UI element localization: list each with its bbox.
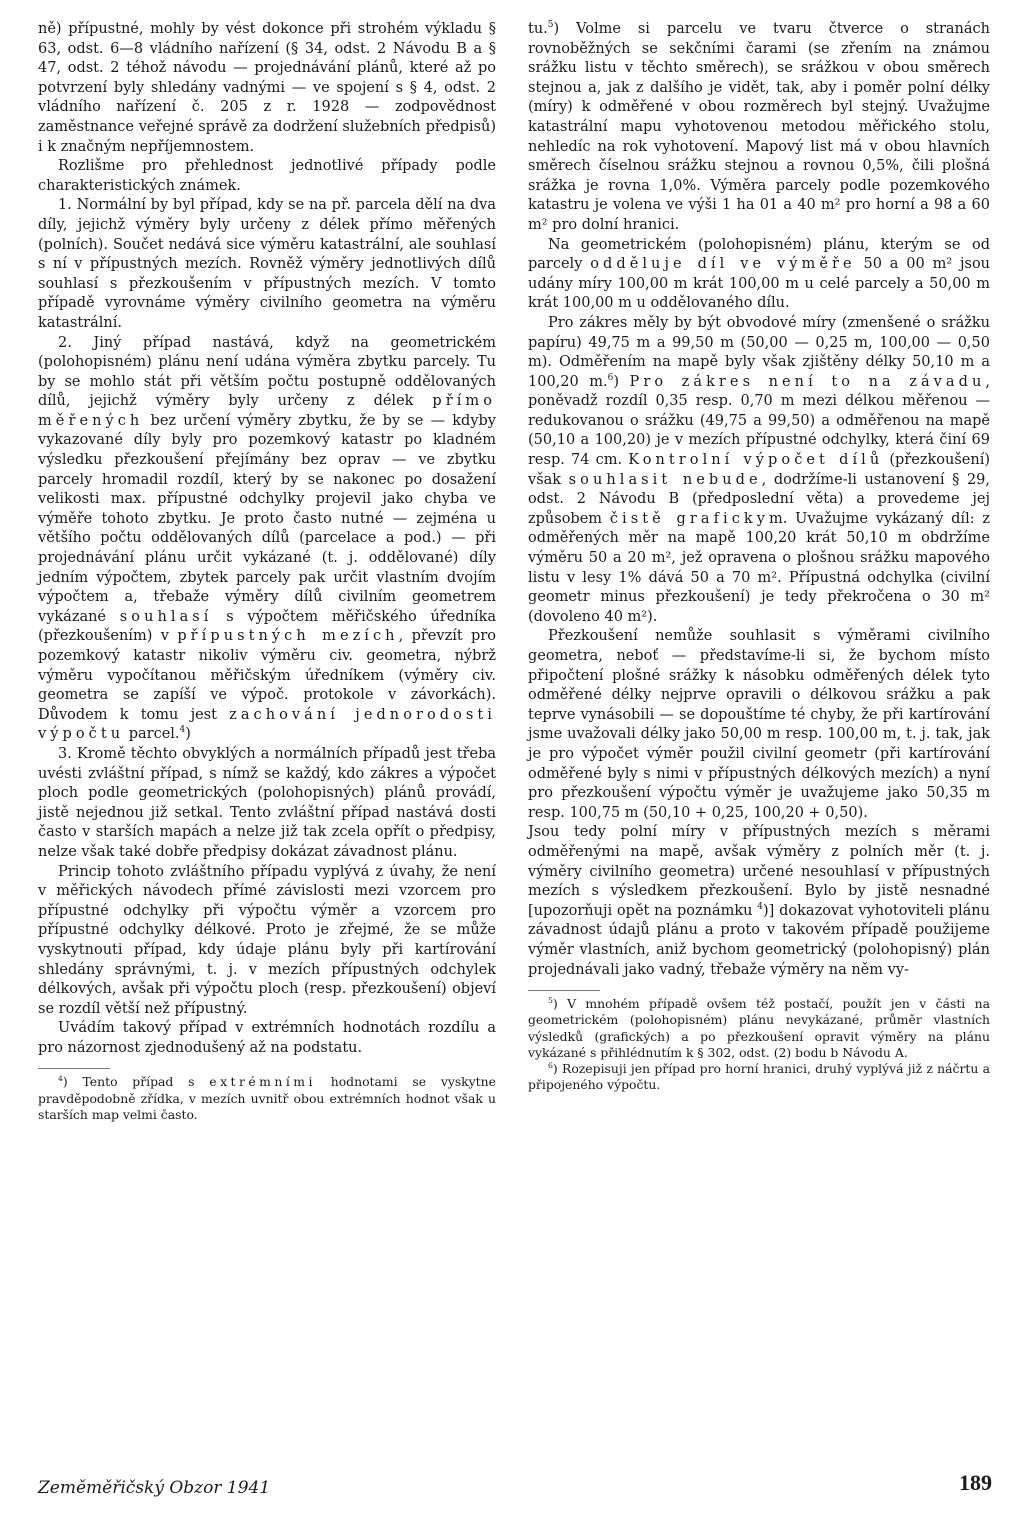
paragraph: Princip tohoto zvláštního případu vyplývá z úvahy, že není v měřických návodech přímé závislosti mezi vzorcem pro přípustné odchylky při výpočtu výměr a vzorcem pro přípustné odchylky délkové. Proto je zřejmé, že se může vyskytnouti případ, kdy údaje plánu byly při kartírování shledány správnými, t. j. v mezích přípustných odchylek délkových, avšak při výpočtu ploch (resp. přezkoušení) objeví se rozdíl větší než přípustný. (38, 863, 496, 1017)
text-run: , dodržíme-li ustanovení § 29, odst. 2 Návodu B (předposlední věta) a provedeme jej způsobem (528, 471, 991, 527)
footnote-number: 6 (548, 1060, 553, 1070)
text-run: 50 a 00 m² jsou udány míry 100,00 m krát 100,00 m u celé parcely a 50,00 m krát 100,00 m u oddělovaného dílu. (528, 256, 991, 312)
footnote-5 (528, 996, 990, 1061)
text-run: ) Rozepisuji jen případ pro horní hranici, druhý vyplývá již z náčrtu a připojeného výpočtu. (528, 1060, 990, 1093)
spaced-emphasis: Kontrolní výpočet dílů (628, 452, 884, 469)
spaced-emphasis: zachování jednorodosti výpočtu (38, 706, 496, 743)
right-column (528, 20, 990, 1093)
spaced-emphasis: přímo měřených (38, 393, 497, 429)
left-column (38, 20, 496, 1123)
journal-title: Zeměměřičský Obzor 1941 (38, 1478, 271, 1498)
text-run: 2. Jiný případ nastává, když na geometrickém (polohopisném) plánu není udána výměra zbytku parcely. Tu by se mohlo stát při větším počtu postupně oddělovaných dílů, jejichž výměry byly určeny z délek (38, 334, 496, 410)
footnote-ref: 5 (547, 20, 554, 31)
footnote-number: 5 (548, 995, 553, 1005)
footnote-ref: 6 (607, 372, 614, 383)
text-run: s výpočtem měřičského úředníka (přezkoušením) v (38, 608, 497, 645)
paragraph: 3. Kromě těchto obvyklých a normálních případů jest třeba uvésti zvláštní případ, s nímž se každý, kdo zákres a výpočet ploch podle geometrických (polohopisných) plánů provádí, jistě nejednou již setkal. Tento zvláštní případ nastává dosti často v starších mapách a nelze již tak zcela opřít o předpisy, nelze však také dobře předpisy dokázat závadnost plánu. (38, 745, 496, 860)
text-run: Jsou tedy polní míry v přípustných mezích s měrami odměřenými na mapě, avšak výměry z polních měr (t. j. výměry civilního geometra) určené nesouhlasí v přípustných mezích s výsledkem přezkoušení. Bylo by jistě nesnadné [upozorňuji opět na poznámku (528, 824, 990, 919)
spaced-emphasis: odděluje díl ve výměře (590, 256, 856, 273)
footnote-number: 4 (58, 1074, 63, 1084)
footnote-divider (528, 990, 600, 991)
paragraph: 1. Normální by byl případ, kdy se na př. parcela dělí na dva díly, jejichž výměry byly určeny z délek přímo měřených (polních). Součet nedává sice výměru katastrální, ale souhlasí s ní v přípustných mezích. Rovněž výměry jednotlivých dílů souhlasí s přezkoušením v přípustných mezích. V tomto případě vyrovnáme výměry civilního geometra na výměru katastrální. (38, 197, 496, 331)
paragraph (528, 236, 990, 314)
text-run: ) Volme si parcelu ve tvaru čtverce o stranách rovnoběžných se sekčními čarami (se zřením na známou srážku listu v těchto směrech), se srážkou v obou směrech stejnou a, jak z dalšího je vidět, tak, aby i poměr polní délky (míry) k odměřené v obou rozměrech byl stejný. Uvažujme katastrální mapu vyhotovenou metodou měřického stolu, nehledíc na rok vyhotovení. Mapový list má v obou hlavních směrech číselnou srážku stejnou a rovnou 0,5%, čili plošná srážka je rovna 1,0%. Výměra parcely podle pozemkového katastru je volena ve výši 1 ha 01 a 40 m² pro horní a 98 a 60 m² pro dolní hranici. (528, 21, 990, 233)
spaced-emphasis: souhlasí (119, 608, 213, 625)
footnote-4 (38, 1074, 496, 1123)
paragraph (38, 334, 496, 745)
text-run: , převzít pro pozemkový katastr nikoliv výměru civ. geometra, nýbrž výměru vypočítanou měřičským úředníkem (výměry civ. geometra se zapíší ve výpoč. protokole v závorkách). Důvodem k tomu jest (38, 628, 496, 723)
paragraph: ně) přípustné, mohly by vést dokonce při strohém výkladu § 63, odst. 6—8 vládního nařízení (§ 34, odst. 2 Návodu B a § 47, odst. 2 téhož návodu — projednávání plánů, které až po potvrzení byly shledány vadnými — ve spojení s § 4, odst. 2 vládního nařízení č. 205 z r. 1928 — zodpovědnost zaměstnance veřejné správě za dodržení služebních předpisů) i k značným nepříjemnostem. (38, 21, 496, 155)
footnote-divider (38, 1068, 110, 1069)
text-run: (přezkoušení) však (528, 452, 990, 488)
text-run: m. Uvažujme vykázaný díl: z odměřených měr na mapě 100,20 krát 50,10 m obdržíme výměru 50 a 20 m², jež opravena o plošnou srážku mapového listu v lesy 1% dává 50 a 70 m². Přípustná odchylka (civilní geometr minus přezkoušení) je tedy překročena o 30 m² (dovoleno 40 m²). (528, 510, 990, 625)
paragraph (528, 314, 990, 628)
spaced-emphasis: čistě graficky (609, 510, 769, 527)
text-run: Pro zákres měly by být obvodové míry (zmenšené o srážku papíru) 49,75 m a 99,50 m (50,00 — 0,25 m, 100,00 — 0,50 m). Odměřením na mapě byly však zjištěny délky 50,10 m a 100,20 m. (528, 314, 990, 390)
page-number: 189 (959, 1470, 992, 1495)
paragraph: Přezkoušení nemůže souhlasit s výměrami civilního geometra, neboť — představíme-li si, že bychom místo připočtení plošné srážky k násobku odměřených délek tyto odměřené délky nejprve opravili o délkovou srážku a pak teprve vynásobili — se dopouštíme té chyby, že při kartírování jsme uvažovali délky jako 50,00 m resp. 100,00 m, t. j. tak, jak je pro výpočet výměr použil civilní geometr (při kartírování odměřené byly s nimi v přípustných délkových mezích) a nyní pro přezkoušení výpočtu výměr je uvažujeme jako 50,35 m resp. 100,75 m (50,10 + 0,25, 100,20 + 0,50). (528, 628, 990, 821)
footnote-ref: 4 (757, 901, 763, 912)
text-run: )] dokazovat vyhotoviteli plánu závadnost údajů plánu a proto v takovém případě použijeme výměr vlastních, aniž bychom geometrický (polohopisný) plán projednávali jako vadný, třebaže výměry na něm vy- (528, 902, 990, 978)
text-run: ) (613, 373, 619, 390)
paragraph (528, 823, 990, 980)
text-run: bez určení výměry zbytku, že by se — kdyby vykazované díly byly pro pozemkový katastr po kladném výsledku přezkoušení přejímány bez oprav — ve zbytku parcely hromadil rozdíl, který by se nakonec po dosažení velikosti max. přípustné odchylky projevil jako chyba ve výměře tohoto zbytku. Je proto často nutné — zejména u většího počtu oddělovaných dílů (parcelace a pod.) — při projednávání plánu určit vykázané (t. j. oddělované) díly jedním výpočtem, zbytek parcely pak určit vlastním dvojím výpočtem a, třebaže výměry dílů civilním geometrem vykázané (38, 412, 496, 625)
text-run: , poněvadž rozdíl 0,35 resp. 0,70 m mezi délkou měřenou — redukovanou o srážku (49,75 a 99,50) a odměřenou na mapě (50,10 a 100,20) je v mezích přípustné odchylky, která činí 69 resp. 74 cm. (528, 373, 990, 469)
spaced-emphasis: extrémními (209, 1074, 316, 1090)
spaced-emphasis: souhlasit nebude (568, 471, 762, 488)
text-run: ) V mnohém případě ovšem též postačí, použít jen v části na geometrickém (polohopisném) plánu nevykázané, průměr vlastních výsledků (grafických) a po přezkoušení opravit výměry na plánu vykázané s přihlédnutím k § 302, odst. (2) bodu b Návodu A. (528, 996, 990, 1060)
paragraph: Uvádím takový případ v extrémních hodnotách rozdílu a pro názornost zjednodušený až na podstatu. (38, 1020, 496, 1056)
text-run: parcel. (128, 726, 180, 743)
spaced-emphasis: Pro zákres není to na závadu (629, 373, 986, 390)
footnote-6 (528, 1061, 990, 1093)
paragraph: Rozlišme pro přehlednost jednotlivé případy podle charakteristických známek. (38, 158, 496, 194)
text-run: tu. (528, 21, 548, 37)
text-run: Na geometrickém (polohopisném) plánu, kterým se od parcely (528, 236, 990, 273)
text-run: ) Tento případ s (62, 1074, 195, 1090)
text-run: ) (185, 726, 191, 743)
text-run: hodnotami se vyskytne pravděpodobně zřídka, v mezích uvnitř obou extrémních hodnot však u starších map velmi často. (38, 1074, 496, 1122)
footnote-ref: 4 (179, 725, 186, 736)
spaced-emphasis: přípustných mezích (177, 628, 399, 645)
paragraph (528, 20, 990, 236)
